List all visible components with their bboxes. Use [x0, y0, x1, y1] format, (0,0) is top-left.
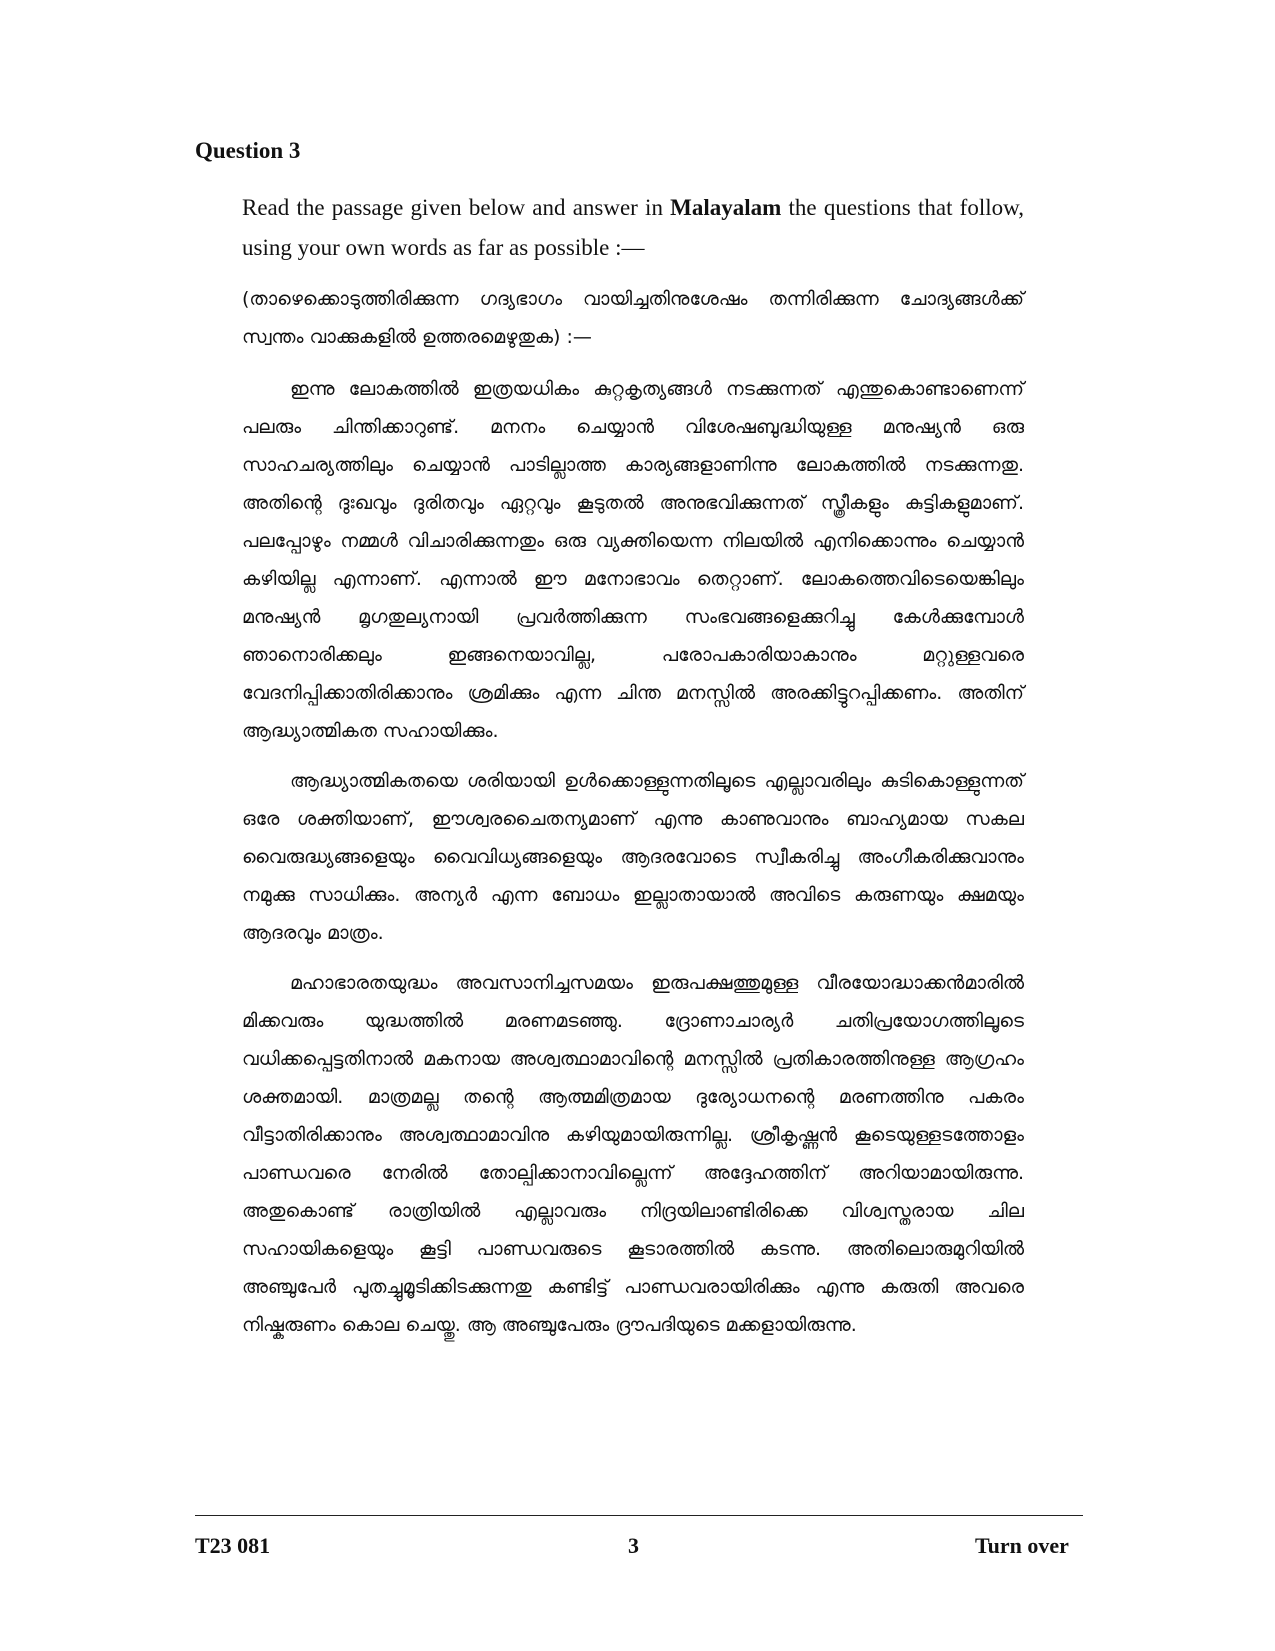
malayalam-instruction: (താഴെക്കൊടുത്തിരിക്കുന്ന ഗദ്യഭാഗം വായിച്ചതിനുശേഷം തന്നിരിക്കുന്ന ചോദ്യങ്ങൾക്ക് സ്വന്തം വാക്കുകളിൽ ഉത്തരമെഴുതുക) :— — [242, 288, 1024, 348]
question-content — [242, 188, 1024, 1356]
passage-paragraph-1: ഇന്നു ലോകത്തിൽ ഇത്രയധികം കുറ്റകൃത്യങ്ങൾ നടക്കുന്നത് എന്തുകൊണ്ടാണെന്ന് പലരും ചിന്തിക്കാറുണ്ട്. മനനം ചെയ്യാൻ വിശേഷബുദ്ധിയുള്ള മനുഷ്യൻ ഒരു സാഹചര്യത്തിലും ചെയ്യാൻ പാടില്ലാത്ത കാര്യങ്ങളാണിന്നു ലോകത്തിൽ നടക്കുന്നതു. അതിന്റെ ദുഃഖവും ദുരിതവും ഏറ്റവും കൂടുതൽ അനുഭവിക്കുന്നത് സ്ത്രീകളും കുട്ടികളുമാണ്. പലപ്പോഴും നമ്മൾ വിചാരിക്കുന്നതും ഒരു വ്യക്തിയെന്ന നിലയിൽ എനിക്കൊന്നും ചെയ്യാൻ കഴിയില്ല എന്നാണ്. എന്നാൽ ഈ മനോഭാവം തെറ്റാണ്. ലോകത്തെവിടെയെങ്കിലും മനുഷ്യൻ മൃഗതുല്യനായി പ്രവർത്തിക്കുന്ന സംഭവങ്ങളെക്കുറിച്ചു കേൾക്കുമ്പോൾ ഞാനൊരിക്കലും ഇങ്ങനെയാവില്ല, പരോപകാരിയാകാനും മറ്റുള്ളവരെ വേദനിപ്പിക്കാതിരിക്കാനും ശ്രമിക്കും എന്ന ചിന്ത മനസ്സിൽ അരക്കിട്ടുറപ്പിക്കണം. അതിന് ആദ്ധ്യാത്മികത സഹായിക്കും. — [242, 378, 1024, 742]
page-number: 3 — [628, 1533, 639, 1558]
passage-paragraph-3: മഹാഭാരതയുദ്ധം അവസാനിച്ചസമയം ഇരുപക്ഷത്തുമുള്ള വീരയോദ്ധാക്കൻമാരിൽ മിക്കവരും യുദ്ധത്തിൽ മരണമടഞ്ഞു. ദ്രോണാചാര്യർ ചതിപ്രയോഗത്തിലൂടെ വധിക്കപ്പെട്ടതിനാൽ മകനായ അശ്വത്ഥാമാവിന്റെ മനസ്സിൽ പ്രതികാരത്തിനുള്ള ആഗ്രഹം ശക്തമായി. മാത്രമല്ല തന്റെ ആത്മമിത്രമായ ദുര്യോധനന്റെ മരണത്തിനു പകരം വീട്ടാതിരിക്കാനും അശ്വത്ഥാമാവിനു കഴിയുമായിരുന്നില്ല. ശ്രീകൃഷ്ണൻ കൂടെയുള്ളടത്തോളം പാണ്ഡവരെ നേരിൽ തോല്പിക്കാനാവില്ലെന്ന് അദ്ദേഹത്തിന് അറിയാമായിരുന്നു. അതുകൊണ്ട് രാത്രിയിൽ എല്ലാവരും നിദ്രയിലാണ്ടിരിക്കെ വിശ്വസ്തരായ ചില സഹായികളെയും കൂട്ടി പാണ്ഡവരുടെ കൂടാരത്തിൽ കടന്നു. അതിലൊരുമുറിയിൽ അഞ്ചുപേർ പുതച്ചുമൂടിക്കിടക്കുന്നതു കണ്ടിട്ട് പാണ്ഡവരായിരിക്കും എന്നു കരുതി അവരെ നിഷ്കരുണം കൊല ചെയ്തു. ആ അഞ്ചുപേരും ദ്രൗപദിയുടെ മക്കളായിരുന്നു. — [242, 972, 1024, 1336]
instruction-text-after: the questions that follow, using your own words as far as possible :— — [242, 195, 1024, 260]
turn-over-label: Turn over — [975, 1533, 1069, 1558]
instruction-language-emphasis: Malayalam — [670, 195, 782, 220]
english-instruction — [242, 188, 1024, 268]
paper-code: T23 081 — [195, 1533, 271, 1558]
footer-divider — [195, 1515, 1083, 1516]
instruction-text-before: Read the passage given below and answer in — [242, 195, 671, 220]
passage-paragraph-2: ആദ്ധ്യാത്മികതയെ ശരിയായി ഉൾക്കൊള്ളുന്നതിലൂടെ എല്ലാവരിലും കുടികൊള്ളുന്നത് ഒരേ ശക്തിയാണ്, ഈശ്വരചൈതന്യമാണ് എന്നു കാണുവാനും ബാഹ്യമായ സകല വൈരുദ്ധ്യങ്ങളെയും വൈവിധ്യങ്ങളെയും ആദരവോടെ സ്വീകരിച്ചു അംഗീകരിക്കുവാനും നമുക്കു സാധിക്കും. അന്യർ എന്ന ബോധം ഇല്ലാതായാൽ അവിടെ കരുണയും ക്ഷമയും ആദരവും മാത്രം. — [242, 770, 1024, 944]
question-heading: Question 3 — [195, 138, 301, 163]
